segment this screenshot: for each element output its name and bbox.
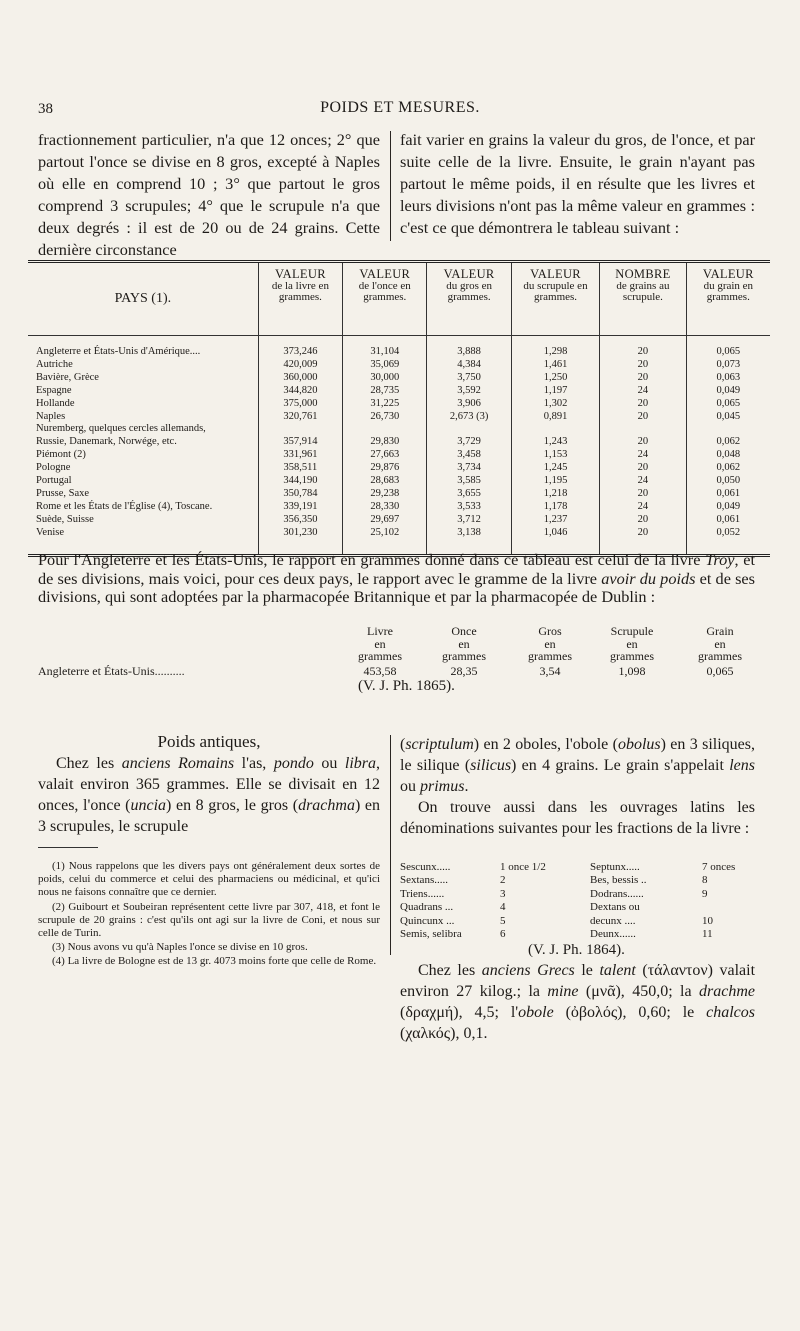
cell-grain: 0,048 xyxy=(686,449,770,462)
fraction-row xyxy=(400,915,575,928)
table-row xyxy=(28,488,770,501)
cell-scrupule: 1,197 xyxy=(511,385,599,398)
intro-left-column: fractionnement particulier, n'a que 12 onces; 2° que partout l'once se divise en 8 gros, excepté à Naples où elle en comprend 10 ; 3° que partout le gros comprend 3 scrupules; 4° que le scrupule n'a que deux degrés : il est de 20 ou de 24 grains. Cette dernière circonstance xyxy=(38,130,380,259)
cell-once: 29,830 xyxy=(343,436,427,449)
cell-grain: 0,062 xyxy=(686,436,770,449)
cell-grain: 0,065 xyxy=(686,346,770,359)
cell-country: Rome et les États de l'Église (4), Toscane. xyxy=(36,500,213,512)
british-col-header-line: en xyxy=(458,636,470,651)
cell-once: 29,697 xyxy=(343,514,427,527)
cell-grain: 0,052 xyxy=(686,527,770,540)
british-label-text: Angleterre et États-Unis xyxy=(38,664,155,678)
british-col-header xyxy=(592,625,672,663)
separator-cell xyxy=(427,336,511,347)
table-row xyxy=(28,423,770,436)
table-header-0 xyxy=(28,263,258,336)
cell-livre: 356,350 xyxy=(258,514,342,527)
table-row xyxy=(28,411,770,424)
cell-livre: 420,009 xyxy=(258,359,342,372)
cell-scrupule: 0,891 xyxy=(511,411,599,424)
cell-scrupule: 1,178 xyxy=(511,501,599,514)
british-col-header-line: Livre xyxy=(367,624,393,638)
header-title: VALEUR xyxy=(274,267,326,281)
separator-cell xyxy=(343,336,427,347)
british-col-header xyxy=(510,625,590,663)
cell-once: 26,730 xyxy=(343,411,427,424)
column-divider xyxy=(390,131,391,241)
cell-country: Nuremberg, quelques cercles allemands, xyxy=(36,423,206,435)
fraction-row xyxy=(590,901,760,914)
table-header-6 xyxy=(686,263,770,336)
section-title: Poids antiques, xyxy=(157,732,261,751)
fraction-name: decunx .... xyxy=(590,914,636,927)
cell-country: Espagne xyxy=(36,384,72,396)
cell-country: Naples xyxy=(36,410,66,422)
cell-scrupule: 1,153 xyxy=(511,449,599,462)
fraction-value: 5 xyxy=(500,914,506,927)
header-title: NOMBRE xyxy=(615,267,671,281)
british-col-header-line: grammes xyxy=(442,649,486,664)
cell-livre: 360,000 xyxy=(258,372,342,385)
british-col-header-line: Once xyxy=(451,624,477,638)
british-label xyxy=(38,665,185,678)
source-1864: (V. J. Ph. 1864). xyxy=(528,942,625,958)
cell-nombre: 20 xyxy=(600,514,686,527)
header-title: VALEUR xyxy=(359,267,411,281)
header-title: VALEUR xyxy=(702,267,754,281)
cell-grain: 0,061 xyxy=(686,514,770,527)
footnote-rule xyxy=(38,847,98,848)
fraction-value: 11 xyxy=(702,927,713,940)
header-subtitle: de l'once en grammes. xyxy=(358,279,411,303)
separator-cell xyxy=(600,336,686,347)
fraction-value: 4 xyxy=(500,901,506,914)
header-subtitle: du scrupule en grammes. xyxy=(523,279,588,303)
cell-gros: 3,585 xyxy=(427,475,511,488)
romans-text-content: Chez les anciens Romains l'as, pondo ou libra, valait environ 365 grammes. Elle se divisait en 12 onces, l'once (uncia) en 8 gros, le gros (drachma) en 3 scrupules, le scrupule xyxy=(38,755,381,835)
fraction-name: Dextans ou xyxy=(590,901,640,914)
british-source: (V. J. Ph. 1865). xyxy=(358,678,455,694)
cell-grain xyxy=(686,423,770,436)
cell-livre: 350,784 xyxy=(258,488,342,501)
separator-cell xyxy=(686,336,770,347)
header-pays: PAYS (1). xyxy=(114,291,172,307)
british-col-header-line: Gros xyxy=(538,624,562,638)
table-separator xyxy=(28,336,770,347)
footnote: (1) Nous rappelons que les divers pays ont généralement deux sortes de poids, celui du commerce et celui des pharmaciens ou médicinal, et qu'ici nous ne faisons connaître que ce dernier. xyxy=(38,860,380,899)
table-header-5 xyxy=(600,263,686,336)
table-row xyxy=(28,501,770,514)
separator-cell xyxy=(258,336,342,347)
cell-scrupule: 1,046 xyxy=(511,527,599,540)
table-header-4 xyxy=(511,263,599,336)
cell-livre: 331,961 xyxy=(258,449,342,462)
cell-gros: 3,533 xyxy=(427,501,511,514)
fraction-row xyxy=(400,901,575,914)
british-value: 0,065 xyxy=(706,664,734,678)
cell-once: 29,876 xyxy=(343,462,427,475)
fraction-name: Quincunx ... xyxy=(400,914,455,927)
cell-gros: 3,592 xyxy=(427,385,511,398)
cell-nombre: 24 xyxy=(600,501,686,514)
footnotes xyxy=(38,860,380,970)
british-col-header-line: grammes xyxy=(610,649,654,664)
fraction-name: Semis, selibra xyxy=(400,927,462,940)
cell-scrupule: 1,250 xyxy=(511,372,599,385)
cell-gros: 3,712 xyxy=(427,514,511,527)
british-weights xyxy=(38,624,768,694)
table-row xyxy=(28,436,770,449)
table-row xyxy=(28,527,770,540)
british-col-header-line: grammes xyxy=(358,649,402,664)
cell-gros xyxy=(427,423,511,436)
cell-scrupule: 1,245 xyxy=(511,462,599,475)
cell-country: Pologne xyxy=(36,462,71,474)
footnote: (4) La livre de Bologne est de 13 gr. 4073 moins forte que celle de Rome. xyxy=(52,955,377,968)
cell-grain: 0,049 xyxy=(686,501,770,514)
header-subtitle: du gros en grammes. xyxy=(446,279,493,303)
cell-livre: 320,761 xyxy=(258,411,342,424)
fraction-value: 7 onces xyxy=(702,861,736,873)
cell-country: Venise xyxy=(36,526,64,538)
separator-cell xyxy=(511,336,599,347)
cell-livre: 375,000 xyxy=(258,398,342,411)
fraction-row xyxy=(590,861,760,874)
scrupule-text: (scriptulum) en 2 oboles, l'obole (obolus) en 3 siliques, le silique (silicus) en 4 grains. Le grain s'appelait lens ou primus. xyxy=(400,736,755,795)
table-row xyxy=(28,346,770,359)
cell-nombre: 24 xyxy=(600,449,686,462)
cell-grain: 0,061 xyxy=(686,488,770,501)
fractions-intro: On trouve aussi dans les ouvrages latins les dénominations suivantes pour les fractions de la livre : xyxy=(400,799,755,837)
cell-once: 25,102 xyxy=(343,527,427,540)
fraction-value: 8 xyxy=(702,874,708,887)
cell-country: Prusse, Saxe xyxy=(36,487,90,499)
cell-scrupule xyxy=(511,423,599,436)
british-col-header-line: en xyxy=(544,636,556,651)
british-value: 28,35 xyxy=(450,664,478,678)
table-row xyxy=(28,398,770,411)
cell-livre: 373,246 xyxy=(258,346,342,359)
british-col-header-line: en xyxy=(714,636,726,651)
cell-livre: 344,190 xyxy=(258,475,342,488)
cell-gros: 3,138 xyxy=(427,527,511,540)
british-col-header xyxy=(340,625,420,663)
british-value: 1,098 xyxy=(618,664,646,678)
british-col-header-line: Grain xyxy=(706,624,734,638)
cell-grain: 0,063 xyxy=(686,372,770,385)
table-row xyxy=(28,475,770,488)
table-row xyxy=(28,385,770,398)
fraction-row xyxy=(400,861,575,874)
intro-right-column: fait varier en grains la valeur du gros, de l'once, et par suite celle de la livre. Ensuite, le grain n'ayant pas partout le même poids, il en résulte que les livres et leurs divisions n'ont pas la même valeur en grammes : c'est ce que démontrera le tableau suivant : xyxy=(400,130,755,237)
cell-nombre: 20 xyxy=(600,436,686,449)
separator-cell xyxy=(28,336,258,347)
cell-nombre: 20 xyxy=(600,411,686,424)
fraction-value: 6 xyxy=(500,927,506,940)
cell-once: 30,000 xyxy=(343,372,427,385)
table-row xyxy=(28,514,770,527)
fraction-name: Sextans..... xyxy=(400,874,448,887)
cell-scrupule: 1,243 xyxy=(511,436,599,449)
british-col-header-line: en xyxy=(374,636,386,651)
cell-gros: 2,673 (3) xyxy=(427,411,511,424)
table-row xyxy=(28,449,770,462)
cell-gros: 3,734 xyxy=(427,462,511,475)
greek-text: Chez les anciens Grecs le talent (τάλαντον) valait environ 27 kilog.; la mine (μνᾶ), 450,0; la drachme (δραχμή), 4,5; l'obole (ὀβολός), 0,60; le chalcos (χαλκός), 0,1. xyxy=(400,962,756,1042)
british-value: 453,58 xyxy=(363,664,397,678)
table-header-3 xyxy=(427,263,511,336)
cell-country: Angleterre et États-Unis d'Amérique.... xyxy=(36,346,201,357)
cell-livre: 344,820 xyxy=(258,385,342,398)
cell-country: Bavière, Grèce xyxy=(36,371,99,383)
cell-gros: 3,729 xyxy=(427,436,511,449)
cell-nombre: 20 xyxy=(600,398,686,411)
cell-grain: 0,073 xyxy=(686,359,770,372)
paragraph-troy xyxy=(38,551,755,607)
cell-once: 31,104 xyxy=(343,346,427,359)
romans-text xyxy=(38,753,380,837)
cell-gros: 3,750 xyxy=(427,372,511,385)
cell-grain: 0,050 xyxy=(686,475,770,488)
cell-gros: 3,906 xyxy=(427,398,511,411)
cell-country: Suède, Suisse xyxy=(36,513,94,525)
cell-country: Russie, Danemark, Norwége, etc. xyxy=(36,436,177,448)
header-subtitle: de la livre en grammes. xyxy=(271,279,329,303)
fraction-row xyxy=(590,874,760,887)
fraction-row xyxy=(400,888,575,901)
table-row xyxy=(28,359,770,372)
footnote: (3) Nous avons vu qu'à Naples l'once se divise en 10 gros. xyxy=(52,941,308,954)
fraction-name: Quadrans ... xyxy=(400,901,454,914)
cell-country: Autriche xyxy=(36,358,73,370)
cell-once xyxy=(343,423,427,436)
cell-livre: 339,191 xyxy=(258,501,342,514)
cell-nombre: 20 xyxy=(600,359,686,372)
table-row xyxy=(28,372,770,385)
cell-livre: 301,230 xyxy=(258,527,342,540)
fraction-row xyxy=(400,928,575,941)
cell-livre xyxy=(258,423,342,436)
cell-country: Hollande xyxy=(36,397,75,409)
page-number: 38 xyxy=(38,101,53,117)
british-col-header-line: grammes xyxy=(528,649,572,664)
british-col-header xyxy=(680,625,760,663)
cell-scrupule: 1,298 xyxy=(511,346,599,359)
fraction-row xyxy=(400,874,575,887)
cell-nombre: 20 xyxy=(600,488,686,501)
fraction-value: 9 xyxy=(702,887,708,900)
fraction-name: Dodrans...... xyxy=(590,887,644,900)
cell-once: 27,663 xyxy=(343,449,427,462)
british-value: 3,54 xyxy=(539,664,561,678)
fraction-value: 1 once 1/2 xyxy=(500,861,546,873)
cell-once: 31,225 xyxy=(343,398,427,411)
cell-once: 28,735 xyxy=(343,385,427,398)
weights-table-frame xyxy=(28,260,770,557)
cell-nombre: 20 xyxy=(600,372,686,385)
british-col-header-line: grammes xyxy=(698,649,742,664)
fraction-row xyxy=(590,928,760,941)
cell-nombre xyxy=(600,423,686,436)
fraction-value: 2 xyxy=(500,874,506,887)
cell-gros: 3,888 xyxy=(427,346,511,359)
cell-country: Piémont (2) xyxy=(36,449,86,461)
cell-country: Portugal xyxy=(36,475,72,487)
cell-scrupule: 1,302 xyxy=(511,398,599,411)
cell-livre: 358,511 xyxy=(258,462,342,475)
fraction-name: Sescunx..... xyxy=(400,861,451,873)
weights-table xyxy=(28,263,770,554)
cell-gros: 3,655 xyxy=(427,488,511,501)
cell-grain: 0,065 xyxy=(686,398,770,411)
fraction-value: 10 xyxy=(702,914,713,927)
cell-nombre: 24 xyxy=(600,385,686,398)
cell-once: 28,683 xyxy=(343,475,427,488)
fraction-row xyxy=(590,888,760,901)
cell-grain: 0,045 xyxy=(686,411,770,424)
fraction-name: Deunx...... xyxy=(590,927,636,940)
cell-nombre: 24 xyxy=(600,475,686,488)
british-col-header-line: en xyxy=(626,636,638,651)
cell-nombre: 20 xyxy=(600,527,686,540)
fraction-name: Septunx..... xyxy=(590,861,640,873)
column-divider-2 xyxy=(390,735,391,955)
cell-scrupule: 1,218 xyxy=(511,488,599,501)
cell-scrupule: 1,237 xyxy=(511,514,599,527)
table-header-1 xyxy=(258,263,342,336)
leader-dots: .......... xyxy=(154,664,185,678)
cell-nombre: 20 xyxy=(600,346,686,359)
cell-scrupule: 1,461 xyxy=(511,359,599,372)
cell-scrupule: 1,195 xyxy=(511,475,599,488)
cell-gros: 4,384 xyxy=(427,359,511,372)
cell-once: 35,069 xyxy=(343,359,427,372)
table-header-2 xyxy=(343,263,427,336)
footnote: (2) Guibourt et Soubeiran représentent cette livre par 307, 418, et font le scrupule de 20 grains : c'est qu'ils ont agi sur la livre de Coni, et nous sur celle de Turin. xyxy=(38,900,380,940)
cell-once: 28,330 xyxy=(343,501,427,514)
cell-nombre: 20 xyxy=(600,462,686,475)
paragraph-troy-text: Pour l'Angleterre et les États-Unis, le rapport en grammes donné dans ce tableau est celui de la livre Troy, et de ses divisions, mais voici, pour ces deux pays, le rapport avec le gramme de la livre avoir du poids et de ses divisions, qui sont adoptées par la pharmacopée Britannique et par la pharmacopée de Dublin : xyxy=(38,550,756,606)
fraction-value: 3 xyxy=(500,887,506,900)
header-title: VALEUR xyxy=(530,267,581,281)
cell-grain: 0,062 xyxy=(686,462,770,475)
cell-once: 29,238 xyxy=(343,488,427,501)
header-subtitle: de grains au scrupule. xyxy=(616,279,670,303)
cell-livre: 357,914 xyxy=(258,436,342,449)
header-subtitle: du grain en grammes. xyxy=(703,279,754,303)
header-title: VALEUR xyxy=(443,267,495,281)
table-row xyxy=(28,462,770,475)
running-title: POIDS ET MESURES. xyxy=(320,99,480,116)
fraction-row xyxy=(590,915,760,928)
cell-grain: 0,049 xyxy=(686,385,770,398)
fraction-name: Triens...... xyxy=(400,887,445,900)
fraction-name: Bes, bessis .. xyxy=(590,874,647,887)
british-col-header xyxy=(424,625,504,663)
cell-gros: 3,458 xyxy=(427,449,511,462)
british-col-header-line: Scrupule xyxy=(610,624,654,638)
